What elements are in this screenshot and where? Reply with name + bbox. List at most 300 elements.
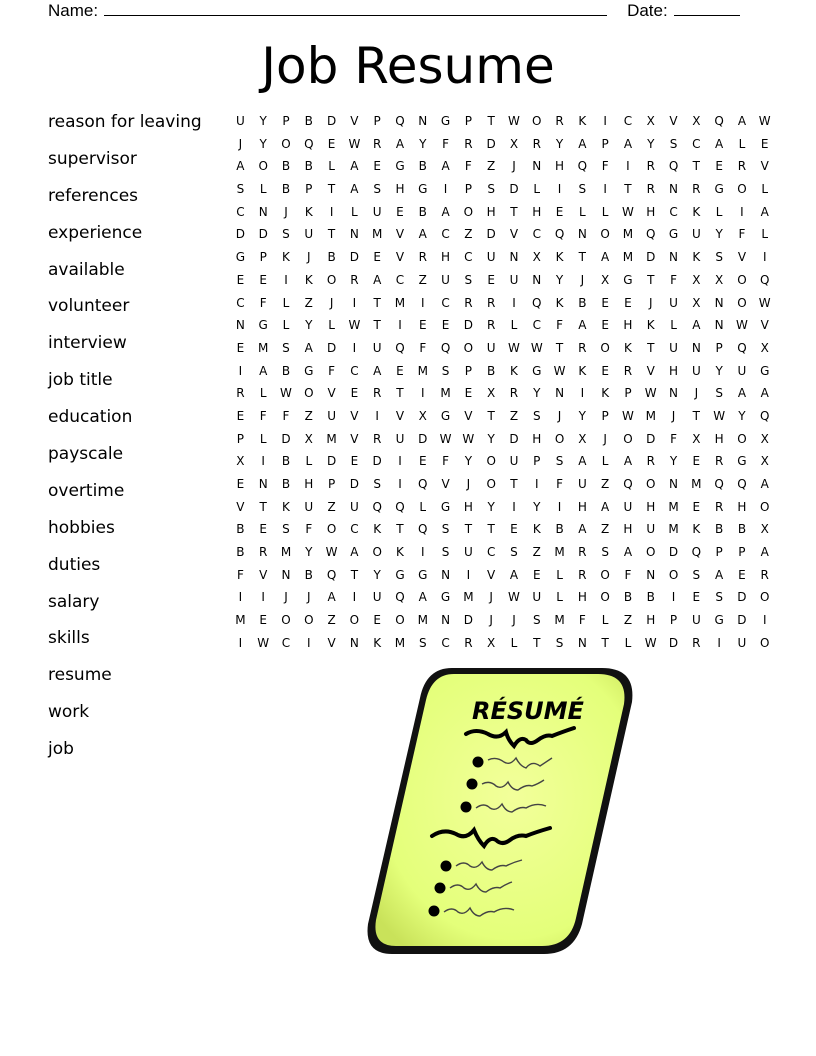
grid-letter: Y: [738, 408, 746, 423]
grid-letter: T: [601, 635, 609, 650]
grid-letter: I: [261, 454, 265, 469]
grid-letter: U: [372, 340, 382, 355]
grid-letter: S: [555, 635, 564, 650]
grid-letter: E: [236, 408, 245, 423]
grid-letter: W: [348, 318, 361, 333]
grid-letter: I: [603, 182, 607, 197]
grid-letter: Q: [395, 340, 405, 355]
grid-letter: V: [236, 499, 245, 514]
grid-letter: T: [487, 408, 495, 423]
grid-letter: W: [508, 340, 520, 355]
grid-letter: L: [579, 204, 586, 219]
grid-letter: K: [373, 522, 382, 537]
grid-letter: I: [466, 567, 471, 582]
grid-letter: X: [304, 431, 313, 446]
grid-letter: A: [623, 136, 633, 151]
grid-letter: Z: [304, 408, 313, 423]
grid-letter: W: [735, 318, 748, 333]
grid-letter: S: [282, 340, 290, 355]
word-list-item: resume: [48, 665, 112, 686]
grid-letter: L: [715, 204, 723, 219]
grid-letter: X: [692, 295, 701, 310]
grid-letter: D: [486, 136, 496, 151]
grid-letter: A: [350, 182, 359, 197]
grid-letter: N: [418, 114, 428, 128]
grid-letter: C: [464, 250, 473, 265]
word-list-item: education: [48, 407, 133, 428]
grid-letter: I: [352, 340, 357, 355]
grid-letter: L: [761, 227, 769, 242]
grid-letter: W: [758, 114, 771, 128]
grid-letter: S: [510, 545, 518, 560]
grid-letter: I: [580, 386, 585, 401]
grid-letter: N: [555, 386, 565, 401]
grid-letter: S: [441, 522, 450, 537]
grid-letter: D: [235, 227, 246, 242]
grid-letter: N: [714, 318, 724, 333]
grid-letter: A: [692, 318, 701, 333]
grid-letter: A: [441, 159, 450, 174]
grid-letter: W: [257, 635, 270, 650]
grid-letter: G: [235, 250, 246, 265]
grid-letter: S: [555, 454, 564, 469]
grid-letter: T: [692, 408, 700, 423]
grid-letter: A: [259, 363, 268, 378]
grid-letter: P: [715, 545, 723, 560]
grid-letter: T: [533, 635, 541, 650]
grid-letter: U: [577, 477, 587, 491]
grid-letter: B: [737, 522, 747, 537]
grid-letter: O: [486, 477, 496, 491]
grid-letter: W: [713, 408, 726, 423]
grid-letter: K: [646, 318, 655, 333]
grid-letter: Q: [691, 545, 702, 560]
grid-letter: I: [762, 250, 767, 265]
grid-letter: Q: [372, 499, 382, 514]
grid-letter: G: [760, 363, 770, 378]
grid-letter: L: [624, 635, 632, 650]
grid-letter: T: [350, 567, 359, 582]
grid-letter: D: [372, 454, 382, 469]
grid-letter: Q: [737, 477, 747, 491]
grid-letter: V: [395, 408, 405, 423]
grid-letter: J: [671, 408, 676, 423]
grid-letter: K: [304, 204, 313, 219]
grid-letter: X: [692, 114, 701, 128]
grid-letter: I: [238, 363, 243, 378]
grid-letter: E: [259, 272, 267, 287]
grid-letter: S: [601, 545, 609, 560]
grid-letter: E: [373, 613, 381, 628]
grid-letter: Z: [601, 477, 610, 491]
grid-letter: S: [487, 182, 495, 197]
grid-letter: C: [281, 635, 291, 650]
grid-letter: N: [441, 613, 451, 628]
grid-letter: V: [737, 250, 747, 265]
grid-letter: M: [554, 613, 565, 628]
grid-letter: O: [258, 159, 268, 174]
date-field-line[interactable]: [674, 0, 740, 16]
word-list-item: salary: [48, 591, 100, 612]
grid-letter: F: [464, 159, 472, 174]
grid-letter: C: [236, 295, 245, 310]
grid-letter: I: [762, 613, 767, 628]
word-list-item: job title: [48, 370, 113, 391]
grid-letter: V: [441, 477, 450, 491]
grid-letter: Y: [487, 499, 495, 514]
grid-letter: N: [349, 227, 359, 242]
grid-letter: H: [623, 522, 633, 537]
grid-letter: L: [305, 454, 313, 469]
grid-letter: O: [326, 272, 337, 287]
grid-letter: W: [462, 431, 475, 446]
grid-letter: I: [238, 590, 243, 605]
grid-letter: Y: [669, 454, 678, 469]
grid-letter: D: [326, 454, 337, 469]
grid-letter: R: [464, 295, 473, 310]
grid-letter: V: [646, 363, 655, 378]
grid-letter: Q: [760, 272, 770, 287]
grid-letter: L: [601, 454, 609, 469]
grid-letter: A: [737, 114, 747, 128]
grid-letter: N: [532, 272, 542, 287]
grid-letter: N: [258, 477, 268, 491]
grid-letter: U: [304, 499, 314, 514]
grid-letter: J: [238, 136, 243, 151]
header-line: [48, 0, 740, 21]
grid-letter: O: [600, 340, 610, 355]
grid-letter: O: [623, 431, 633, 446]
grid-letter: J: [512, 613, 516, 628]
grid-letter: C: [236, 204, 245, 219]
grid-letter: R: [532, 136, 541, 151]
grid-letter: C: [350, 363, 359, 378]
name-label: Name:: [48, 1, 99, 20]
grid-row: [229, 565, 776, 588]
grid-letter: N: [349, 635, 359, 650]
grid-letter: B: [623, 590, 633, 605]
grid-letter: T: [373, 295, 381, 310]
grid-letter: P: [305, 182, 313, 197]
grid-letter: S: [236, 182, 245, 197]
grid-row: [229, 474, 776, 497]
grid-letter: I: [329, 204, 334, 219]
word-list-item: volunteer: [48, 296, 130, 317]
grid-letter: C: [350, 522, 359, 537]
grid-letter: E: [601, 295, 609, 310]
grid-letter: H: [623, 318, 633, 333]
grid-letter: A: [395, 136, 405, 151]
grid-letter: E: [487, 272, 495, 287]
grid-letter: F: [305, 522, 313, 537]
grid-letter: Q: [418, 522, 428, 537]
grid-letter: S: [418, 635, 427, 650]
grid-letter: U: [691, 363, 701, 378]
grid-letter: P: [601, 408, 609, 423]
grid-letter: B: [304, 567, 313, 582]
grid-letter: G: [440, 408, 451, 423]
grid-letter: O: [760, 499, 770, 514]
grid-letter: X: [578, 431, 587, 446]
grid-letter: E: [692, 590, 701, 605]
grid-letter: I: [443, 182, 448, 197]
grid-letter: O: [760, 635, 770, 650]
grid-letter: B: [327, 250, 336, 265]
grid-letter: X: [760, 454, 769, 469]
grid-letter: G: [623, 272, 633, 287]
grid-row: [229, 519, 776, 542]
grid-letter: D: [326, 340, 337, 355]
grid-row: [229, 179, 776, 202]
grid-row: [229, 361, 776, 384]
grid-letter: U: [463, 545, 473, 560]
grid-letter: C: [692, 136, 701, 151]
grid-letter: F: [236, 567, 244, 582]
grid-letter: N: [669, 182, 679, 197]
grid-letter: J: [694, 386, 699, 401]
grid-letter: C: [441, 227, 450, 242]
grid-letter: F: [442, 136, 450, 151]
grid-letter: U: [737, 363, 747, 378]
grid-letter: D: [326, 114, 337, 128]
grid-letter: A: [304, 340, 313, 355]
grid-letter: U: [486, 340, 496, 355]
grid-letter: E: [236, 477, 245, 491]
grid-letter: V: [395, 250, 405, 265]
grid-letter: K: [578, 363, 587, 378]
grid-row: [229, 610, 776, 633]
grid-letter: B: [236, 545, 245, 560]
grid-letter: H: [486, 204, 496, 219]
grid-letter: R: [714, 499, 724, 514]
grid-letter: H: [532, 204, 542, 219]
grid-row: [229, 542, 776, 565]
grid-letter: H: [555, 159, 565, 174]
grid-letter: H: [304, 477, 314, 491]
grid-letter: M: [326, 431, 337, 446]
grid-letter: D: [509, 431, 519, 446]
grid-letter: Z: [304, 295, 313, 310]
grid-letter: Q: [395, 499, 405, 514]
grid-letter: O: [646, 477, 656, 491]
grid-letter: R: [692, 182, 701, 197]
grid-letter: L: [738, 136, 746, 151]
grid-letter: B: [418, 159, 427, 174]
name-field-line[interactable]: [104, 0, 607, 16]
grid-letter: Z: [623, 613, 633, 628]
grid-letter: H: [714, 431, 724, 446]
grid-letter: K: [692, 522, 701, 537]
grid-letter: O: [281, 136, 291, 151]
grid-row: [229, 497, 776, 520]
grid-letter: O: [600, 567, 610, 582]
grid-letter: Q: [395, 114, 405, 128]
grid-letter: X: [487, 635, 496, 650]
grid-letter: X: [601, 272, 610, 287]
grid-letter: W: [325, 545, 338, 560]
grid-letter: S: [532, 408, 541, 423]
grid-letter: R: [373, 431, 382, 446]
grid-letter: R: [486, 295, 496, 310]
grid-letter: I: [307, 635, 311, 650]
grid-letter: F: [601, 159, 609, 174]
grid-letter: F: [556, 318, 563, 333]
grid-letter: T: [510, 204, 518, 219]
grid-letter: K: [282, 250, 290, 265]
grid-letter: D: [737, 613, 747, 628]
grid-letter: N: [235, 318, 245, 333]
grid-letter: Q: [623, 477, 633, 491]
grid-letter: M: [394, 635, 406, 650]
grid-letter: B: [418, 204, 427, 219]
grid-letter: A: [760, 386, 769, 401]
grid-letter: R: [646, 182, 655, 197]
grid-letter: L: [761, 182, 769, 197]
grid-letter: P: [236, 431, 245, 446]
grid-letter: A: [236, 159, 245, 174]
word-list-item: interview: [48, 333, 127, 354]
grid-letter: H: [463, 499, 473, 514]
grid-letter: J: [512, 159, 516, 174]
grid-letter: W: [348, 136, 361, 151]
grid-letter: B: [487, 363, 496, 378]
grid-letter: K: [304, 272, 313, 287]
grid-letter: T: [578, 250, 587, 265]
grid-letter: M: [280, 545, 292, 560]
grid-letter: D: [486, 227, 496, 242]
grid-letter: D: [646, 431, 656, 446]
grid-letter: Y: [578, 408, 587, 423]
grid-letter: S: [282, 522, 290, 537]
grid-letter: F: [282, 408, 290, 423]
grid-letter: L: [601, 613, 609, 628]
grid-letter: R: [646, 454, 655, 469]
grid-letter: D: [418, 431, 428, 446]
grid-letter: J: [329, 295, 334, 310]
grid-letter: B: [578, 295, 587, 310]
grid-letter: U: [349, 499, 359, 514]
grid-letter: U: [441, 272, 450, 287]
grid-letter: X: [760, 522, 769, 537]
grid-letter: T: [555, 340, 564, 355]
grid-letter: T: [464, 522, 473, 537]
grid-letter: M: [554, 545, 565, 560]
grid-letter: L: [351, 204, 358, 219]
grid-letter: M: [258, 340, 269, 355]
grid-letter: Q: [668, 159, 679, 174]
grid-letter: V: [350, 114, 359, 128]
grid-letter: P: [282, 114, 290, 128]
grid-letter: W: [508, 114, 520, 128]
grid-letter: N: [691, 340, 701, 355]
grid-letter: A: [350, 545, 359, 560]
grid-letter: W: [644, 635, 657, 650]
grid-letter: O: [760, 590, 770, 605]
grid-letter: I: [398, 454, 402, 469]
grid-letter: I: [557, 182, 562, 197]
grid-row: [229, 224, 776, 247]
grid-letter: E: [350, 454, 359, 469]
grid-letter: Y: [533, 499, 541, 514]
word-list-item: skills: [48, 628, 90, 649]
grid-letter: E: [760, 136, 769, 151]
grid-letter: K: [578, 114, 587, 128]
grid-letter: V: [760, 159, 769, 174]
grid-letter: G: [714, 182, 724, 197]
grid-letter: A: [418, 227, 427, 242]
grid-letter: I: [352, 295, 357, 310]
grid-letter: F: [624, 567, 632, 582]
word-list-item: job: [48, 739, 74, 760]
grid-letter: W: [530, 340, 543, 355]
word-list-item: supervisor: [48, 148, 137, 169]
grid-letter: E: [236, 272, 245, 287]
grid-letter: R: [464, 136, 473, 151]
grid-letter: O: [281, 613, 291, 628]
grid-letter: Z: [601, 522, 610, 537]
grid-letter: V: [509, 227, 519, 242]
grid-letter: Y: [305, 318, 313, 333]
grid-letter: F: [328, 363, 336, 378]
grid-letter: I: [512, 499, 516, 514]
word-list-item: work: [48, 702, 90, 723]
grid-letter: R: [714, 454, 724, 469]
grid-letter: E: [418, 318, 427, 333]
grid-letter: D: [258, 227, 268, 242]
word-list-item: references: [48, 185, 139, 206]
grid-letter: A: [623, 454, 633, 469]
grid-letter: N: [714, 295, 724, 310]
word-list-item: reason for leaving: [48, 112, 202, 132]
grid-letter: A: [350, 159, 359, 174]
grid-letter: L: [601, 204, 609, 219]
grid-letter: A: [373, 363, 382, 378]
grid-letter: M: [645, 408, 656, 423]
grid-letter: P: [624, 386, 632, 401]
grid-letter: G: [395, 567, 405, 582]
grid-letter: I: [421, 545, 425, 560]
grid-letter: Q: [440, 340, 451, 355]
grid-letter: I: [717, 635, 721, 650]
grid-letter: C: [623, 114, 633, 128]
grid-row: [229, 270, 776, 293]
grid-letter: I: [421, 386, 425, 401]
grid-letter: J: [603, 431, 607, 446]
grid-letter: V: [327, 635, 336, 650]
grid-letter: S: [692, 567, 701, 582]
grid-letter: T: [259, 499, 267, 514]
grid-letter: I: [375, 408, 379, 423]
grid-letter: P: [464, 114, 472, 128]
grid-row: [229, 338, 776, 361]
grid-letter: M: [440, 386, 451, 401]
grid-letter: T: [373, 318, 381, 333]
grid-letter: L: [510, 318, 518, 333]
grid-letter: N: [509, 250, 519, 265]
grid-letter: I: [352, 590, 357, 605]
grid-letter: O: [326, 522, 337, 537]
grid-letter: L: [556, 590, 563, 605]
grid-letter: V: [395, 227, 405, 242]
grid-letter: N: [669, 386, 679, 401]
grid-row: [229, 293, 776, 316]
grid-letter: S: [715, 250, 723, 265]
grid-letter: I: [512, 295, 516, 310]
grid-letter: S: [373, 182, 381, 197]
grid-letter: U: [737, 635, 747, 650]
grid-letter: M: [668, 499, 679, 514]
grid-letter: E: [259, 522, 267, 537]
